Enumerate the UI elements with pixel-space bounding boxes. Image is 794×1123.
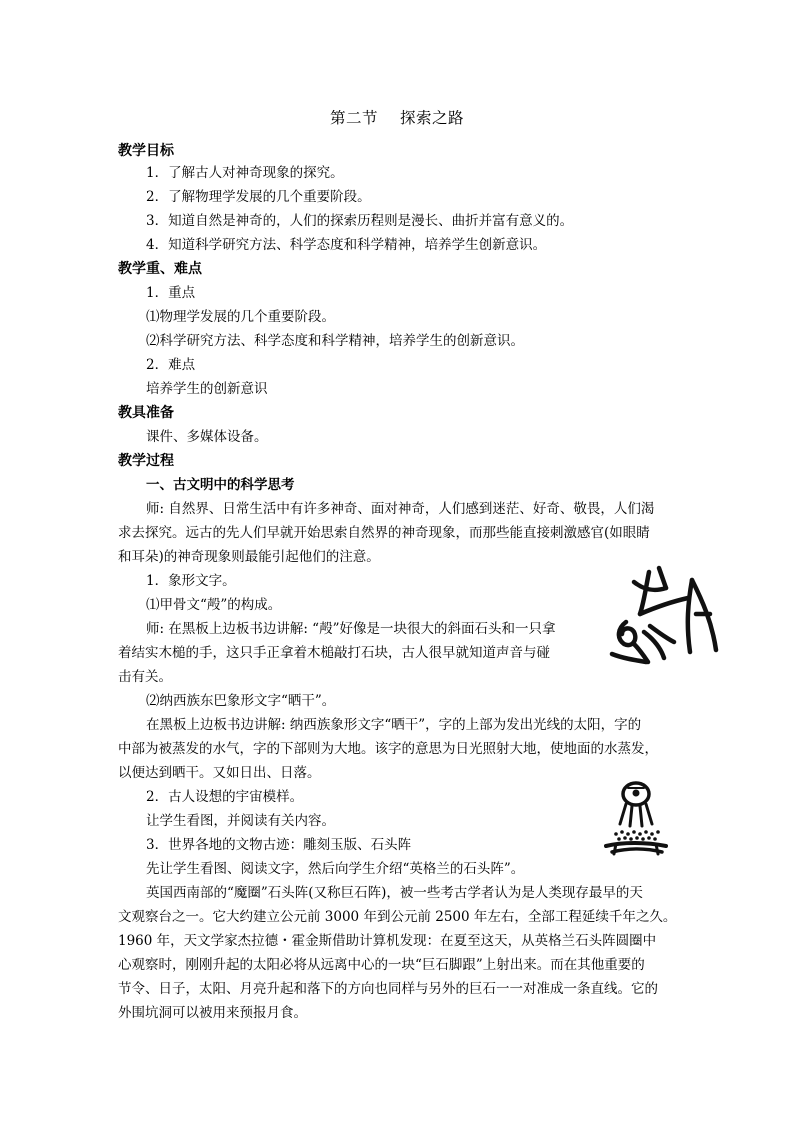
goal-1: 1．了解古人对神奇现象的探究。 (146, 165, 344, 181)
paragraph-line: 和耳朵)的神奇现象则最能引起他们的注意。 (118, 549, 380, 565)
oracle-bone-glyph-image (604, 562, 724, 668)
section-heading-tools: 教具准备 (118, 405, 174, 421)
page-title (0, 106, 794, 128)
section-heading-process: 教学过程 (118, 453, 174, 469)
paragraph-line: 文观察台之一。它大约建立公元前 3000 年到公元前 2500 年左右，全部工程延续千年之久。 (118, 909, 677, 925)
goal-3: 3．知道自然是神奇的，人们的探索历程则是漫长、曲折并富有意义的。 (146, 213, 574, 229)
paragraph-line: 心观察时，刚刚升起的太阳必将从远离中心的一块“巨石脚跟”上射出来。而在其他重要的 (118, 957, 645, 973)
paragraph-line: 让学生看图，并阅读有关内容。 (146, 813, 335, 829)
paragraph-line: 先让学生看图、阅读文字，然后向学生介绍“英格兰的石头阵”。 (146, 861, 525, 877)
key-point-1: ⑴物理学发展的几个重要阶段。 (146, 309, 335, 325)
dongba-glyph-image (602, 778, 670, 858)
paragraph-line: 1．象形文字。 (146, 573, 236, 589)
paragraph-line: 以便达到晒干。又如日出、日落。 (118, 765, 321, 781)
paragraph-line: 1960 年，天文学家杰拉德・霍金斯借助计算机发现：在夏至这天，从英格兰石头阵圆圈中 (118, 933, 657, 949)
paragraph-line: ⑴甲骨文“殸”的构成。 (146, 597, 282, 613)
section-heading-goals: 教学目标 (118, 143, 174, 159)
goal-4: 4．知道科学研究方法、科学态度和科学精神，培养学生创新意识。 (146, 237, 547, 253)
title-section-number: 第二节 (329, 109, 378, 127)
paragraph-line: 外围坑洞可以被用来预报月食。 (118, 1005, 307, 1021)
paragraph-line: 英国西南部的“魔圈”石头阵(又称巨石阵)，被一些考古学者认为是人类现存最早的天 (146, 885, 643, 901)
title-text: 探索之路 (400, 109, 465, 127)
paragraph-line: 师: 自然界、日常生活中有许多神奇、面对神奇，人们感到迷茫、好奇、敬畏，人们渴 (146, 501, 655, 517)
difficulty-label: 2．难点 (146, 357, 196, 373)
paragraph-line: 击有关。 (118, 669, 172, 685)
paragraph-line: 2．古人设想的宇宙模样。 (146, 789, 304, 805)
difficulty-1: 培养学生的创新意识 (146, 381, 268, 397)
paragraph-line: 3．世界各地的文物古迹：雕刻玉版、石头阵 (146, 837, 412, 853)
paragraph-line: 节令、日子，太阳、月亮升起和落下的方向也同样与另外的巨石一一对准成一条直线。它的 (118, 981, 658, 997)
goal-2: 2．了解物理学发展的几个重要阶段。 (146, 189, 371, 205)
paragraph-line: 师: 在黑板上边板书边讲解: “殸”好像是一块很大的斜面石头和一只拿 (146, 621, 556, 637)
paragraph-line: ⑵纳西族东巴象形文字“晒干”。 (146, 693, 336, 709)
paragraph-line: 着结实木槌的手，这只手正拿着木槌敲打石块，古人很早就知道声音与碰 (118, 645, 550, 661)
process-subheading: 一、古文明中的科学思考 (146, 477, 295, 493)
paragraph-line: 中部为被蒸发的水气，字的下部则为大地。该字的意思为日光照射大地，使地面的水蒸发， (118, 741, 658, 757)
paragraph-line: 在黑板上边板书边讲解: 纳西族象形文字“晒干”，字的上部为发出光线的太阳，字的 (146, 717, 642, 733)
tools-text: 课件、多媒体设备。 (146, 429, 268, 445)
key-point-label: 1．重点 (146, 285, 196, 301)
key-point-2: ⑵科学研究方法、科学态度和科学精神，培养学生的创新意识。 (146, 333, 524, 349)
section-heading-key-points: 教学重、难点 (118, 261, 202, 277)
paragraph-line: 求去探究。远古的先人们早就开始思索自然界的神奇现象，而那些能直接刺激感官(如眼睛 (118, 525, 650, 541)
